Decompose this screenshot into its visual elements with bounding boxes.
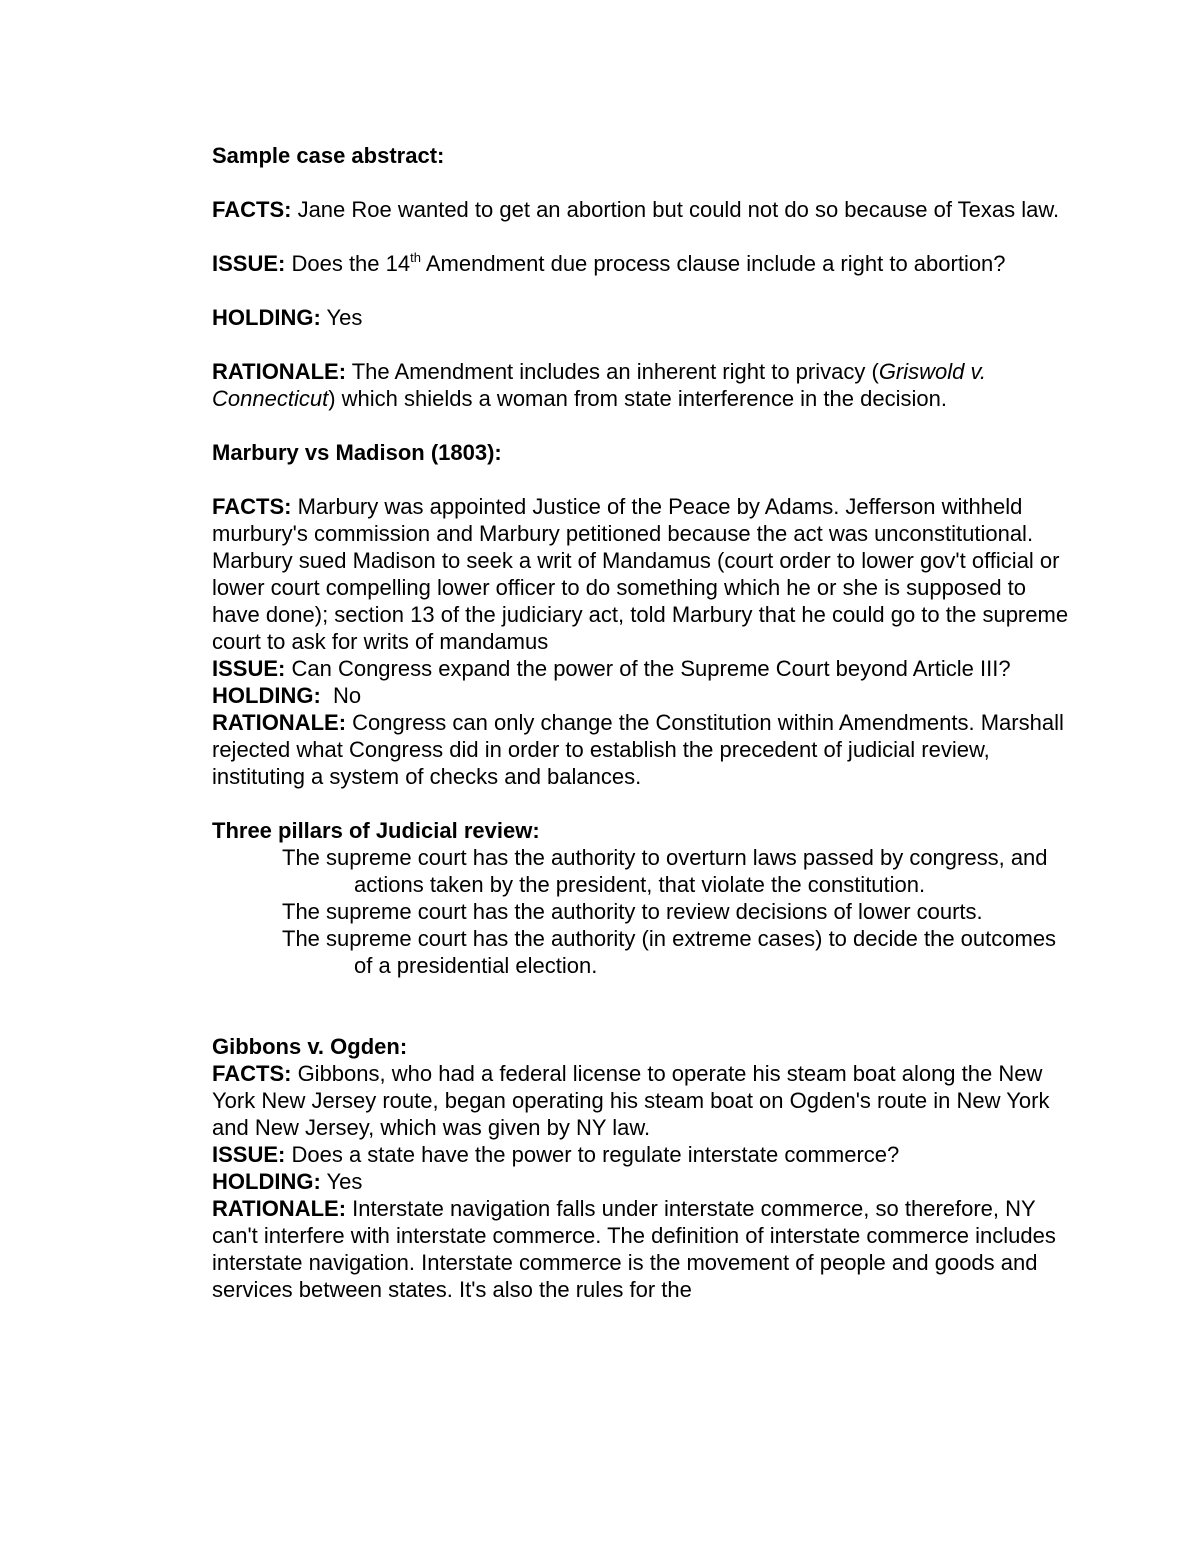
marbury-heading: Marbury vs Madison (1803): bbox=[212, 440, 502, 465]
pillar-item: The supreme court has the authority (in extreme cases) to decide the outcomes of a presidential election. bbox=[282, 926, 1057, 978]
sample-facts-text: Jane Roe wanted to get an abortion but could not do so because of Texas law. bbox=[291, 197, 1060, 222]
marbury-facts bbox=[212, 493, 1072, 655]
gibbons-holding-label: HOLDING: bbox=[212, 1169, 321, 1194]
sample-rationale-post: ) which shields a woman from state interference in the decision. bbox=[328, 386, 947, 411]
gibbons-holding bbox=[212, 1168, 1072, 1195]
sample-rationale-case: Griswold v. Connecticut bbox=[212, 359, 986, 411]
gibbons-heading: Gibbons v. Ogden: bbox=[212, 1034, 408, 1059]
marbury-facts-text: Marbury was appointed Justice of the Peace by Adams. Jefferson withheld murbury's commission and Marbury petitioned because the act was unconstitutional. Marbury sued Madison to seek a writ of Mandamus (court order to lower gov't official or lower court compelling lower officer to do something which he or she is supposed to have done); section 13 of the judiciary act, told Marbury that he could go to the supreme court to ask for writs of mandamus bbox=[212, 494, 1069, 654]
pillar-item: The supreme court has the authority to review decisions of lower courts. bbox=[282, 899, 983, 924]
sample-holding bbox=[212, 304, 1072, 331]
marbury-facts-label: FACTS: bbox=[212, 494, 292, 519]
gibbons-rationale bbox=[212, 1195, 1072, 1303]
sample-facts-label: FACTS: bbox=[212, 197, 292, 222]
sample-heading: Sample case abstract: bbox=[212, 143, 445, 168]
gibbons-holding-text: Yes bbox=[320, 1169, 363, 1194]
marbury-rationale-text: Congress can only change the Constitution within Amendments. Marshall rejected what Congress did in order to establish the precedent of judicial review, instituting a system of checks and balances. bbox=[212, 710, 1064, 789]
gibbons-facts-label: FACTS: bbox=[212, 1061, 292, 1086]
marbury-holding bbox=[212, 682, 1072, 709]
document-page bbox=[212, 142, 1072, 1303]
sample-rationale bbox=[212, 358, 1072, 412]
marbury-issue bbox=[212, 655, 1072, 682]
gibbons-rationale-text: Interstate navigation falls under interstate commerce, so therefore, NY can't interfere with interstate commerce. The definition of interstate commerce includes interstate navigation. Interstate commerce is the movement of people and goods and services between states. It's also the rules for the bbox=[212, 1196, 1056, 1302]
gibbons-issue-text: Does a state have the power to regulate interstate commerce? bbox=[285, 1142, 900, 1167]
sample-issue-sup: th bbox=[410, 250, 421, 265]
gibbons-facts bbox=[212, 1060, 1072, 1141]
sample-issue-pre: Does the 14 bbox=[285, 251, 411, 276]
sample-rationale-label: RATIONALE: bbox=[212, 359, 347, 384]
gibbons-rationale-label: RATIONALE: bbox=[212, 1196, 347, 1221]
sample-rationale-pre: The Amendment includes an inherent right to privacy ( bbox=[346, 359, 879, 384]
marbury-rationale-label: RATIONALE: bbox=[212, 710, 347, 735]
gibbons-issue bbox=[212, 1141, 1072, 1168]
marbury-rationale bbox=[212, 709, 1072, 790]
gibbons-issue-label: ISSUE: bbox=[212, 1142, 286, 1167]
sample-facts bbox=[212, 196, 1072, 223]
gibbons-facts-text: Gibbons, who had a federal license to operate his steam boat along the New York New Jersey route, began operating his steam boat on Ogden's route in New York and New Jersey, which was given by NY law. bbox=[212, 1061, 1050, 1140]
sample-issue-post: Amendment due process clause include a right to abortion? bbox=[420, 251, 1006, 276]
pillar-item: The supreme court has the authority to overturn laws passed by congress, and actions taken by the president, that violate the constitution. bbox=[282, 845, 1048, 897]
pillars-heading: Three pillars of Judicial review: bbox=[212, 818, 540, 843]
marbury-issue-label: ISSUE: bbox=[212, 656, 286, 681]
marbury-holding-text: No bbox=[320, 683, 362, 708]
sample-issue-label: ISSUE: bbox=[212, 251, 286, 276]
sample-holding-label: HOLDING: bbox=[212, 305, 321, 330]
sample-holding-text: Yes bbox=[320, 305, 363, 330]
marbury-issue-text: Can Congress expand the power of the Supreme Court beyond Article III? bbox=[285, 656, 1011, 681]
sample-issue bbox=[212, 250, 1072, 277]
marbury-holding-label: HOLDING: bbox=[212, 683, 321, 708]
